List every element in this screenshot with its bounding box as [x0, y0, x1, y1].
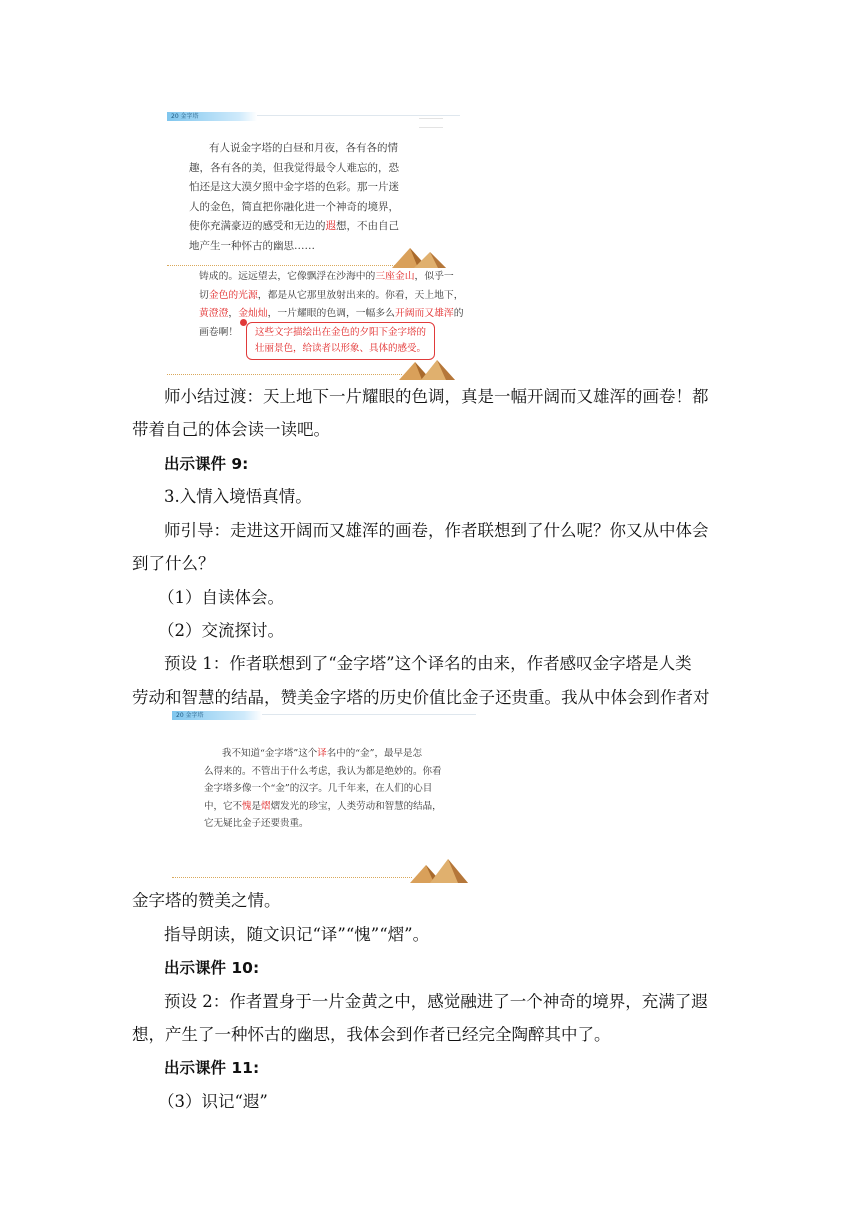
- section-heading: 出示课件 11:: [164, 1059, 260, 1077]
- slide-para-1: [189, 139, 399, 256]
- slide-tag: 20 金字塔: [167, 112, 257, 121]
- paragraph-line: （2）交流探讨。: [158, 621, 284, 640]
- slide-line: 我不知道“金字塔”这个译名中的“金”，最早是怎: [222, 748, 422, 759]
- slide-line: 有人说金字塔的白昼和月夜，各有各的情: [209, 142, 398, 154]
- slide-line: 金字塔多像一个“金”的汉字。几千年来，在人们的心目: [204, 783, 433, 794]
- slide-line: 它无疑比金子还要贵重。: [204, 818, 309, 829]
- annotation-callout: 这些文字描绘出在金色的夕阳下金字塔的 壮丽景色，给读者以形象、具体的感受。: [246, 322, 435, 360]
- caravan-divider: [167, 374, 402, 381]
- paragraph-line: （1）自读体会。: [158, 588, 284, 607]
- slide-line: 趣，各有各的美，但我觉得最令人难忘的，恐: [189, 161, 399, 174]
- paragraph-line: 带着自己的体会读一读吧。: [132, 420, 330, 439]
- paragraph-line: 指导朗读，随文识记“译”“愧”“熠”。: [164, 925, 430, 944]
- decor-lines: [419, 118, 443, 128]
- slide-line: 中，它不愧是熠熠发光的珍宝，人类劳动和智慧的结晶，: [204, 800, 442, 812]
- caravan-divider: [172, 877, 412, 884]
- paragraph-line: 师小结过渡：天上地下一片耀眼的色调，真是一幅开阔而又雄浑的画卷！都: [164, 387, 709, 406]
- slide-line: 怕还是这大漠夕照中金字塔的色彩。那一片迷: [189, 181, 399, 193]
- paragraph-line: 想，产生了一种怀古的幽思，我体会到作者已经完全陶醉其中了。: [132, 1025, 611, 1044]
- courseware-slide-2: [172, 711, 476, 886]
- pyramid-illustration: [392, 244, 452, 268]
- paragraph-line: 劳动和智慧的结晶，赞美金字塔的历史价值比金子还贵重。我从中体会到作者对: [132, 688, 710, 707]
- paragraph-line: 金字塔的赞美之情。: [132, 891, 281, 910]
- paragraph-line: 预设 2：作者置身于一片金黄之中，感觉融进了一个神奇的境界，充满了遐: [164, 992, 708, 1011]
- paragraph-line: 预设 1：作者联想到了“金字塔”这个译名的由来，作者感叹金字塔是人类: [164, 654, 692, 673]
- pyramid-illustration: [399, 358, 459, 380]
- paragraph-line: 3.入情入境悟真情。: [164, 487, 312, 506]
- paragraph-line: 到了什么？: [132, 554, 215, 573]
- section-heading: 出示课件 10:: [164, 959, 260, 977]
- paragraph-line: 师引导：走进这开阔而又雄浑的画卷，作者联想到了什么呢？你又从中体会: [164, 521, 709, 540]
- pyramid-illustration: [410, 855, 472, 883]
- slide-line: 黄澄澄，金灿灿，一片耀眼的色调，一幅多么开阔而又雄浑的: [199, 308, 464, 319]
- slide-line: 人的金色，简直把你融化进一个神奇的境界，: [189, 200, 399, 213]
- slide-tag: 20 金字塔: [172, 711, 262, 720]
- courseware-slide-1: [167, 112, 464, 380]
- paragraph-line: （3）识记“遐”: [158, 1092, 268, 1111]
- slide-line: 画卷啊！: [199, 326, 239, 338]
- slide-line: 切金色的光源，都是从它那里放射出来的。你看，天上地下，: [199, 289, 464, 301]
- slide-para: [204, 745, 442, 833]
- slide-line: 铸成的。远远望去，它像飘浮在沙海中的三座金山，似乎一: [199, 271, 454, 282]
- slide-line: 地产生一种怀古的幽思……: [189, 239, 315, 252]
- slide-line: 使你充满豪迈的感受和无边的遐想，不由自己: [189, 220, 399, 232]
- section-heading: 出示课件 9:: [164, 455, 249, 473]
- slide-line: 么得来的。不管出于什么考虑，我认为都是绝妙的。你看: [204, 765, 442, 777]
